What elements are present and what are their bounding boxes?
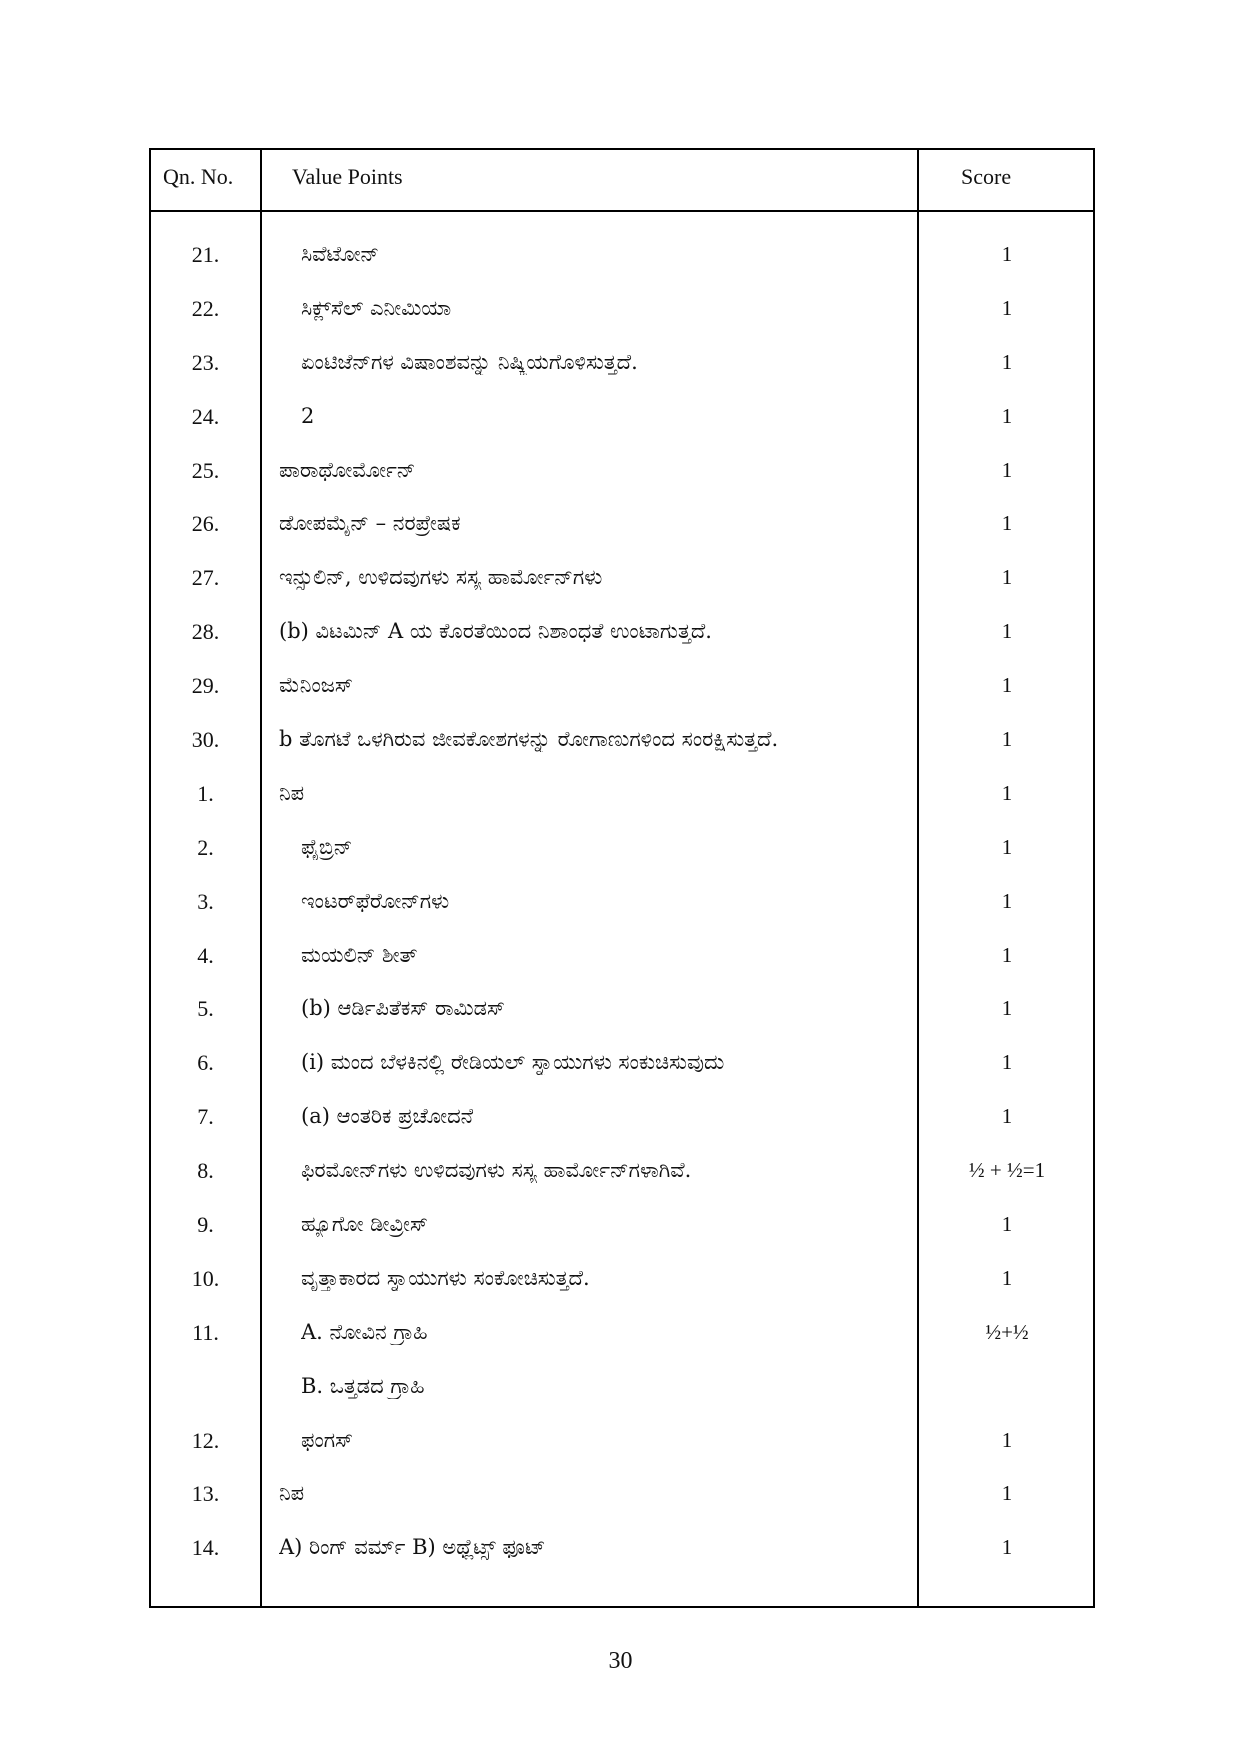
qn-cell: 6.	[197, 1050, 214, 1076]
score-cell: 1	[1001, 1427, 1013, 1452]
qn-cell: 23.	[191, 349, 220, 375]
score-cell: 1	[1001, 727, 1013, 752]
header-score: Score	[961, 164, 1012, 189]
table-row	[151, 284, 1093, 338]
page-number: 30	[608, 1648, 633, 1674]
qn-cell: 12.	[191, 1427, 220, 1453]
score-cell: 1	[1001, 1104, 1013, 1129]
header-divider	[151, 210, 1093, 212]
qn-cell: 1.	[197, 780, 214, 806]
value-cell: A. ನೋವಿನ ಗ್ರಾಹಿ	[301, 1319, 428, 1344]
value-cell: 2	[301, 403, 315, 428]
table-row	[151, 446, 1093, 500]
value-cell: B. ಒತ್ತಡದ ಗ್ರಾಹಿ	[301, 1373, 425, 1398]
value-cell: ಮೆನಿಂಜಸ್	[279, 673, 353, 698]
table-row	[151, 553, 1093, 607]
score-cell: ½+½	[985, 1319, 1029, 1344]
qn-cell: 3.	[197, 888, 214, 914]
value-cell: (b) ವಿಟಮಿನ್ A ಯ ಕೊರತೆಯಿಂದ ನಿಶಾಂಧತೆ ಉಂಟಾಗುತ್ತದೆ.	[279, 619, 712, 644]
table-row	[151, 1523, 1093, 1577]
table-row	[151, 769, 1093, 823]
value-cell: ಸಿವೆಟೋನ್	[301, 242, 379, 266]
score-cell: ½ + ½=1	[968, 1158, 1046, 1183]
table-row	[151, 877, 1093, 931]
value-cell: (i) ಮಂದ ಬೆಳಕಿನಲ್ಲಿ ರೇಡಿಯಲ್ ಸ್ನಾಯುಗಳು ಸಂಕುಚಿಸುವುದು	[301, 1050, 725, 1075]
qn-cell: 9.	[197, 1212, 214, 1238]
value-cell: ಏಂಟಿಜೆನ್‌ಗಳ ವಿಷಾಂಶವನ್ನು ನಿಷ್ಕ್ರಿಯಗೊಳಿಸುತ್ತದೆ.	[301, 349, 638, 374]
qn-cell: 28.	[191, 619, 220, 645]
value-cell: ನಿಪ	[279, 780, 305, 805]
value-cell: ಇನ್ಸುಲಿನ್, ಉಳಿದವುಗಳು ಸಸ್ಯ ಹಾರ್ಮೋನ್‌ಗಳು	[279, 565, 603, 590]
qn-cell: 2.	[197, 834, 214, 860]
score-cell: 1	[1001, 834, 1013, 859]
header-qn: Qn. No.	[163, 164, 234, 189]
score-cell: 1	[1001, 673, 1013, 698]
table-row	[151, 931, 1093, 985]
value-cell: ಹ್ಯೂಗೋ ಡೀವ್ರೀಸ್	[301, 1212, 428, 1237]
qn-cell: 13.	[191, 1481, 220, 1507]
table-row	[151, 499, 1093, 553]
value-cell: ಸಿಕ್ಲ್‌ಸೆಲ್ ಎನೀಮಿಯಾ	[301, 295, 452, 320]
qn-cell: 27.	[191, 565, 220, 591]
score-cell: 1	[1001, 780, 1013, 805]
score-cell: 1	[1001, 1535, 1013, 1560]
score-cell: 1	[1001, 1481, 1013, 1506]
score-cell: 1	[1001, 888, 1013, 913]
value-cell: ವೃತ್ತಾಕಾರದ ಸ್ನಾಯುಗಳು ಸಂಕೋಚಿಸುತ್ತದೆ.	[301, 1265, 590, 1290]
score-cell: 1	[1001, 1050, 1013, 1075]
score-cell: 1	[1001, 942, 1013, 967]
table-row	[151, 338, 1093, 392]
score-cell: 1	[1001, 403, 1013, 428]
qn-cell: 4.	[197, 942, 214, 968]
header-value-points: Value Points	[292, 164, 403, 189]
table-row	[151, 1200, 1093, 1254]
qn-cell: 10.	[191, 1265, 220, 1291]
qn-cell: 5.	[197, 996, 214, 1022]
score-cell: 1	[1001, 295, 1013, 320]
table-row	[151, 661, 1093, 715]
qn-cell: 25.	[191, 457, 220, 483]
value-cell: ಫಿರಮೋನ್‌ಗಳು ಉಳಿದವುಗಳು ಸಸ್ಯ ಹಾರ್ಮೋನ್‌ಗಳಾಗಿವೆ.	[301, 1158, 692, 1183]
qn-cell: 26.	[191, 511, 220, 537]
value-cell: ನಿಪ	[279, 1481, 305, 1506]
score-cell: 1	[1001, 242, 1013, 266]
table-row	[151, 392, 1093, 446]
table-body	[151, 230, 1093, 1577]
value-cell: ಡೋಪಮೈನ್ – ನರಪ್ರೇಷಕ	[279, 511, 461, 536]
table-row	[151, 1038, 1093, 1092]
score-cell: 1	[1001, 1212, 1013, 1237]
score-cell: 1	[1001, 1265, 1013, 1290]
answer-table	[149, 148, 1095, 1608]
value-cell: ಫಂಗಸ್	[301, 1427, 354, 1452]
table-row	[151, 607, 1093, 661]
qn-cell: 30.	[191, 727, 220, 753]
score-cell: 1	[1001, 565, 1013, 590]
qn-cell: 8.	[197, 1158, 214, 1184]
table-row	[151, 1416, 1093, 1470]
value-cell: (a) ಆಂತರಿಕ ಪ್ರಚೋದನೆ	[301, 1104, 474, 1129]
score-cell: 1	[1001, 996, 1013, 1021]
table-row	[151, 715, 1093, 769]
value-cell: (b) ಆರ್ಡಿಪಿತೆಕಸ್ ರಾಮಿಡಸ್	[301, 996, 505, 1021]
qn-cell: 24.	[191, 403, 220, 429]
qn-cell: 29.	[191, 673, 220, 699]
value-cell: ಪಾರಾಥೋರ್ಮೋನ್	[279, 457, 416, 482]
qn-cell: 22.	[191, 295, 220, 321]
table-row	[151, 1469, 1093, 1523]
value-cell: ಮಯಲಿನ್ ಶೀತ್	[301, 942, 418, 967]
score-cell: 1	[1001, 511, 1013, 536]
table-row	[151, 823, 1093, 877]
value-cell: A) ರಿಂಗ್ ವರ್ಮ್ B) ಅಥ್ಲೆಟ್ಸ್ ಫೂಟ್	[279, 1535, 546, 1560]
qn-cell: 14.	[191, 1535, 220, 1561]
table-row	[151, 984, 1093, 1038]
table-row	[151, 1092, 1093, 1146]
score-cell: 1	[1001, 457, 1013, 482]
table-row	[151, 230, 1093, 284]
qn-cell: 7.	[197, 1104, 214, 1130]
qn-cell: 11.	[192, 1319, 219, 1345]
value-cell: ಫೈಬ್ರಿನ್	[301, 834, 353, 859]
qn-cell: 21.	[191, 242, 220, 267]
score-cell: 1	[1001, 619, 1013, 644]
table-row	[151, 1254, 1093, 1308]
table-row	[151, 1362, 1093, 1416]
table-row	[151, 1146, 1093, 1200]
score-cell: 1	[1001, 349, 1013, 374]
table-row	[151, 1308, 1093, 1362]
value-cell: ಇಂಟರ್‌ಫೆರೋನ್‌ಗಳು	[301, 888, 450, 913]
value-cell: b ತೊಗಟೆ ಒಳಗಿರುವ ಜೀವಕೋಶಗಳನ್ನು ರೋಗಾಣುಗಳಿಂದ ಸಂರಕ್ಷಿಸುತ್ತದೆ.	[279, 727, 779, 752]
